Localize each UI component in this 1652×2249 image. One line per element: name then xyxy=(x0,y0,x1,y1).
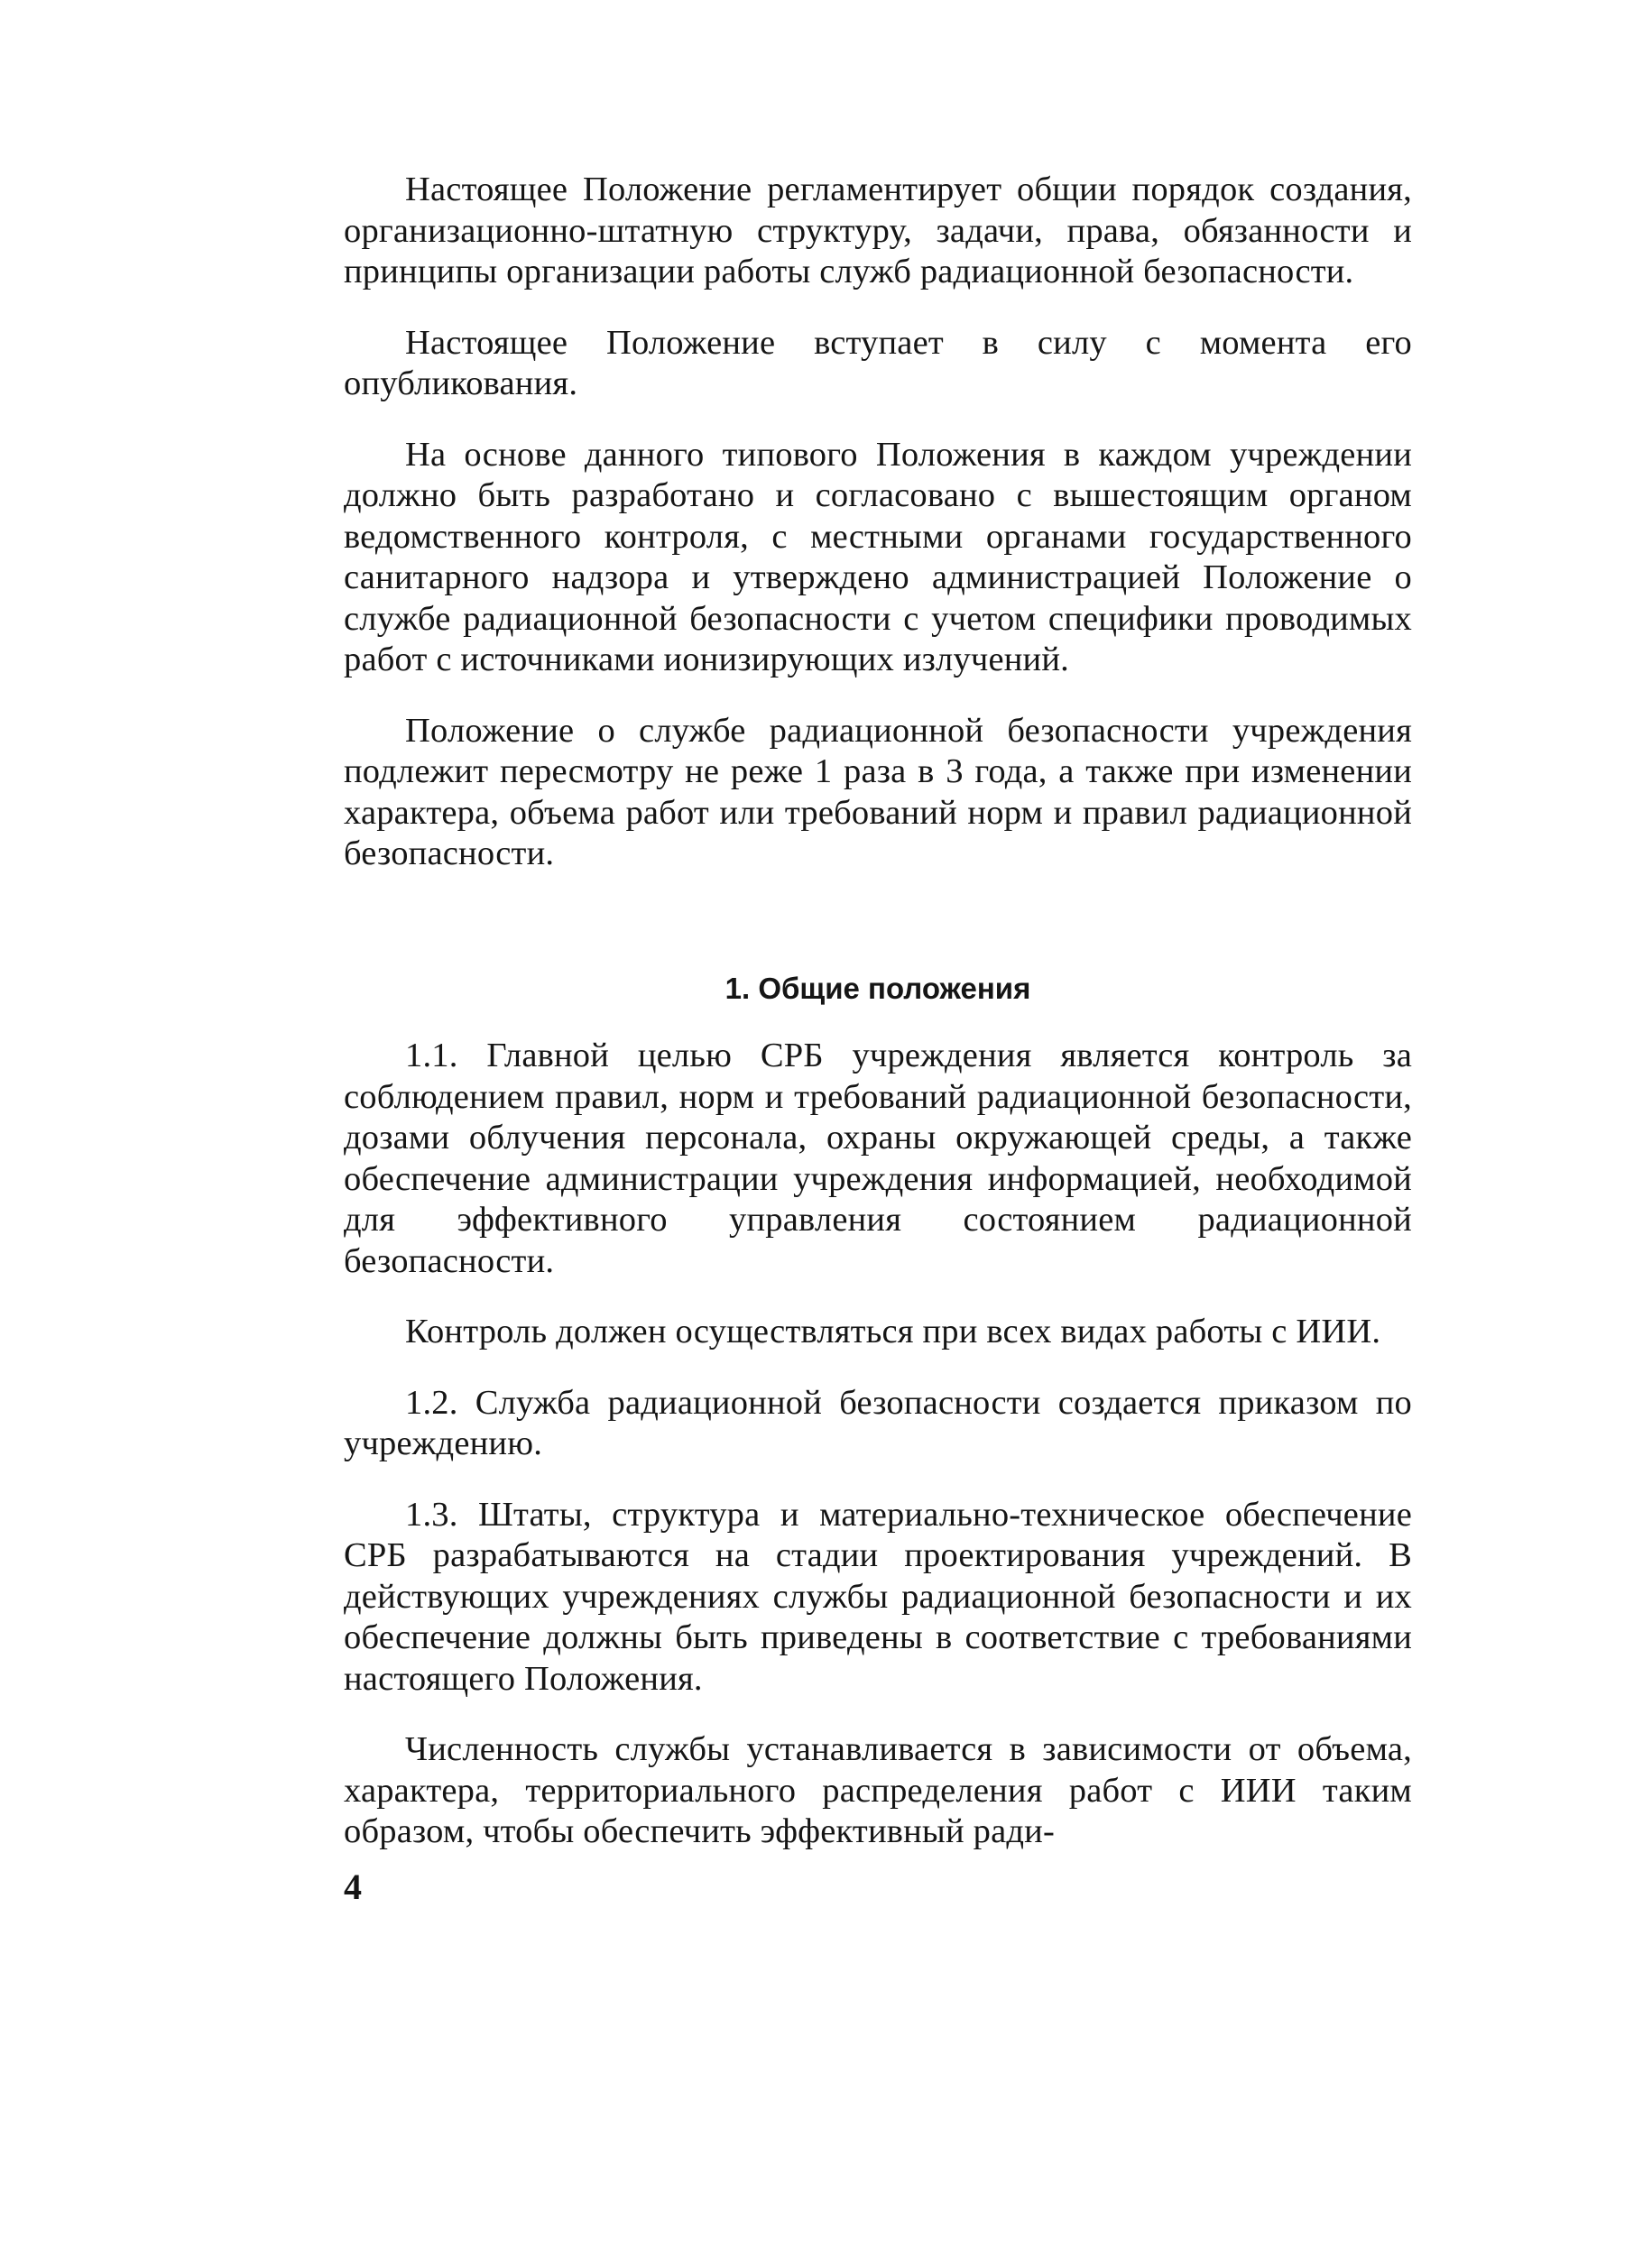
section-paragraph: Численность службы устанавливается в зависимости от объема, характера, территориального распределения работ с ИИИ таким образом, чтобы обеспечить эффективный ради- xyxy=(344,1730,1412,1850)
intro-section xyxy=(344,170,1412,905)
section-paragraph: 1.3. Штаты, структура и материально-техническое обеспечение СРБ разрабатываются на стадии проектирования учреждений. В действующих учреждениях службы радиационной безопасности и их обеспечение должны быть приведены в соответствие с требованиями настоящего Положения. xyxy=(344,1495,1412,1698)
page-number: 4 xyxy=(344,1866,362,1907)
intro-paragraph: Положение о службе радиационной безопасности учреждения подлежит пересмотру не реже 1 раза в 3 года, а также при изменении характера, объема работ или требований норм и правил радиационной безопасности. xyxy=(344,711,1412,872)
intro-paragraph: На основе данного типового Положения в каждом учреждении должно быть разработано и согласовано с вышестоящим органом ведомственного контроля, с местными органами государственного санитарного надзора и утверждено администрацией Положение о службе радиационной безопасности с учетом специфики проводимых работ с источниками ионизирующих излучений. xyxy=(344,435,1412,678)
intro-paragraph: Настоящее Положение регламентирует общии порядок создания, организационно-штатную структуру, задачи, права, обязанности и принципы организации работы служб радиационной безопасности. xyxy=(344,171,1412,290)
section-paragraph: 1.1. Главной целью СРБ учреждения является контроль за соблюдением правил, норм и требований радиационной безопасности, дозами облучения персонала, охраны окружающей среды, а также обеспечение администрации учреждения информацией, необходимой для эффективного управления состоянием радиационной безопасности. xyxy=(344,1037,1412,1280)
section-paragraph: Контроль должен осуществляться при всех видах работы с ИИИ. xyxy=(405,1313,1381,1350)
section-1-body xyxy=(344,1036,1412,1883)
section-heading: 1. Общие положения xyxy=(724,972,1031,1005)
section-paragraph: 1.2. Служба радиационной безопасности создается приказом по учреждению. xyxy=(344,1383,1412,1462)
intro-paragraph: Настоящее Положение вступает в силу с момента его опубликования. xyxy=(344,323,1412,402)
